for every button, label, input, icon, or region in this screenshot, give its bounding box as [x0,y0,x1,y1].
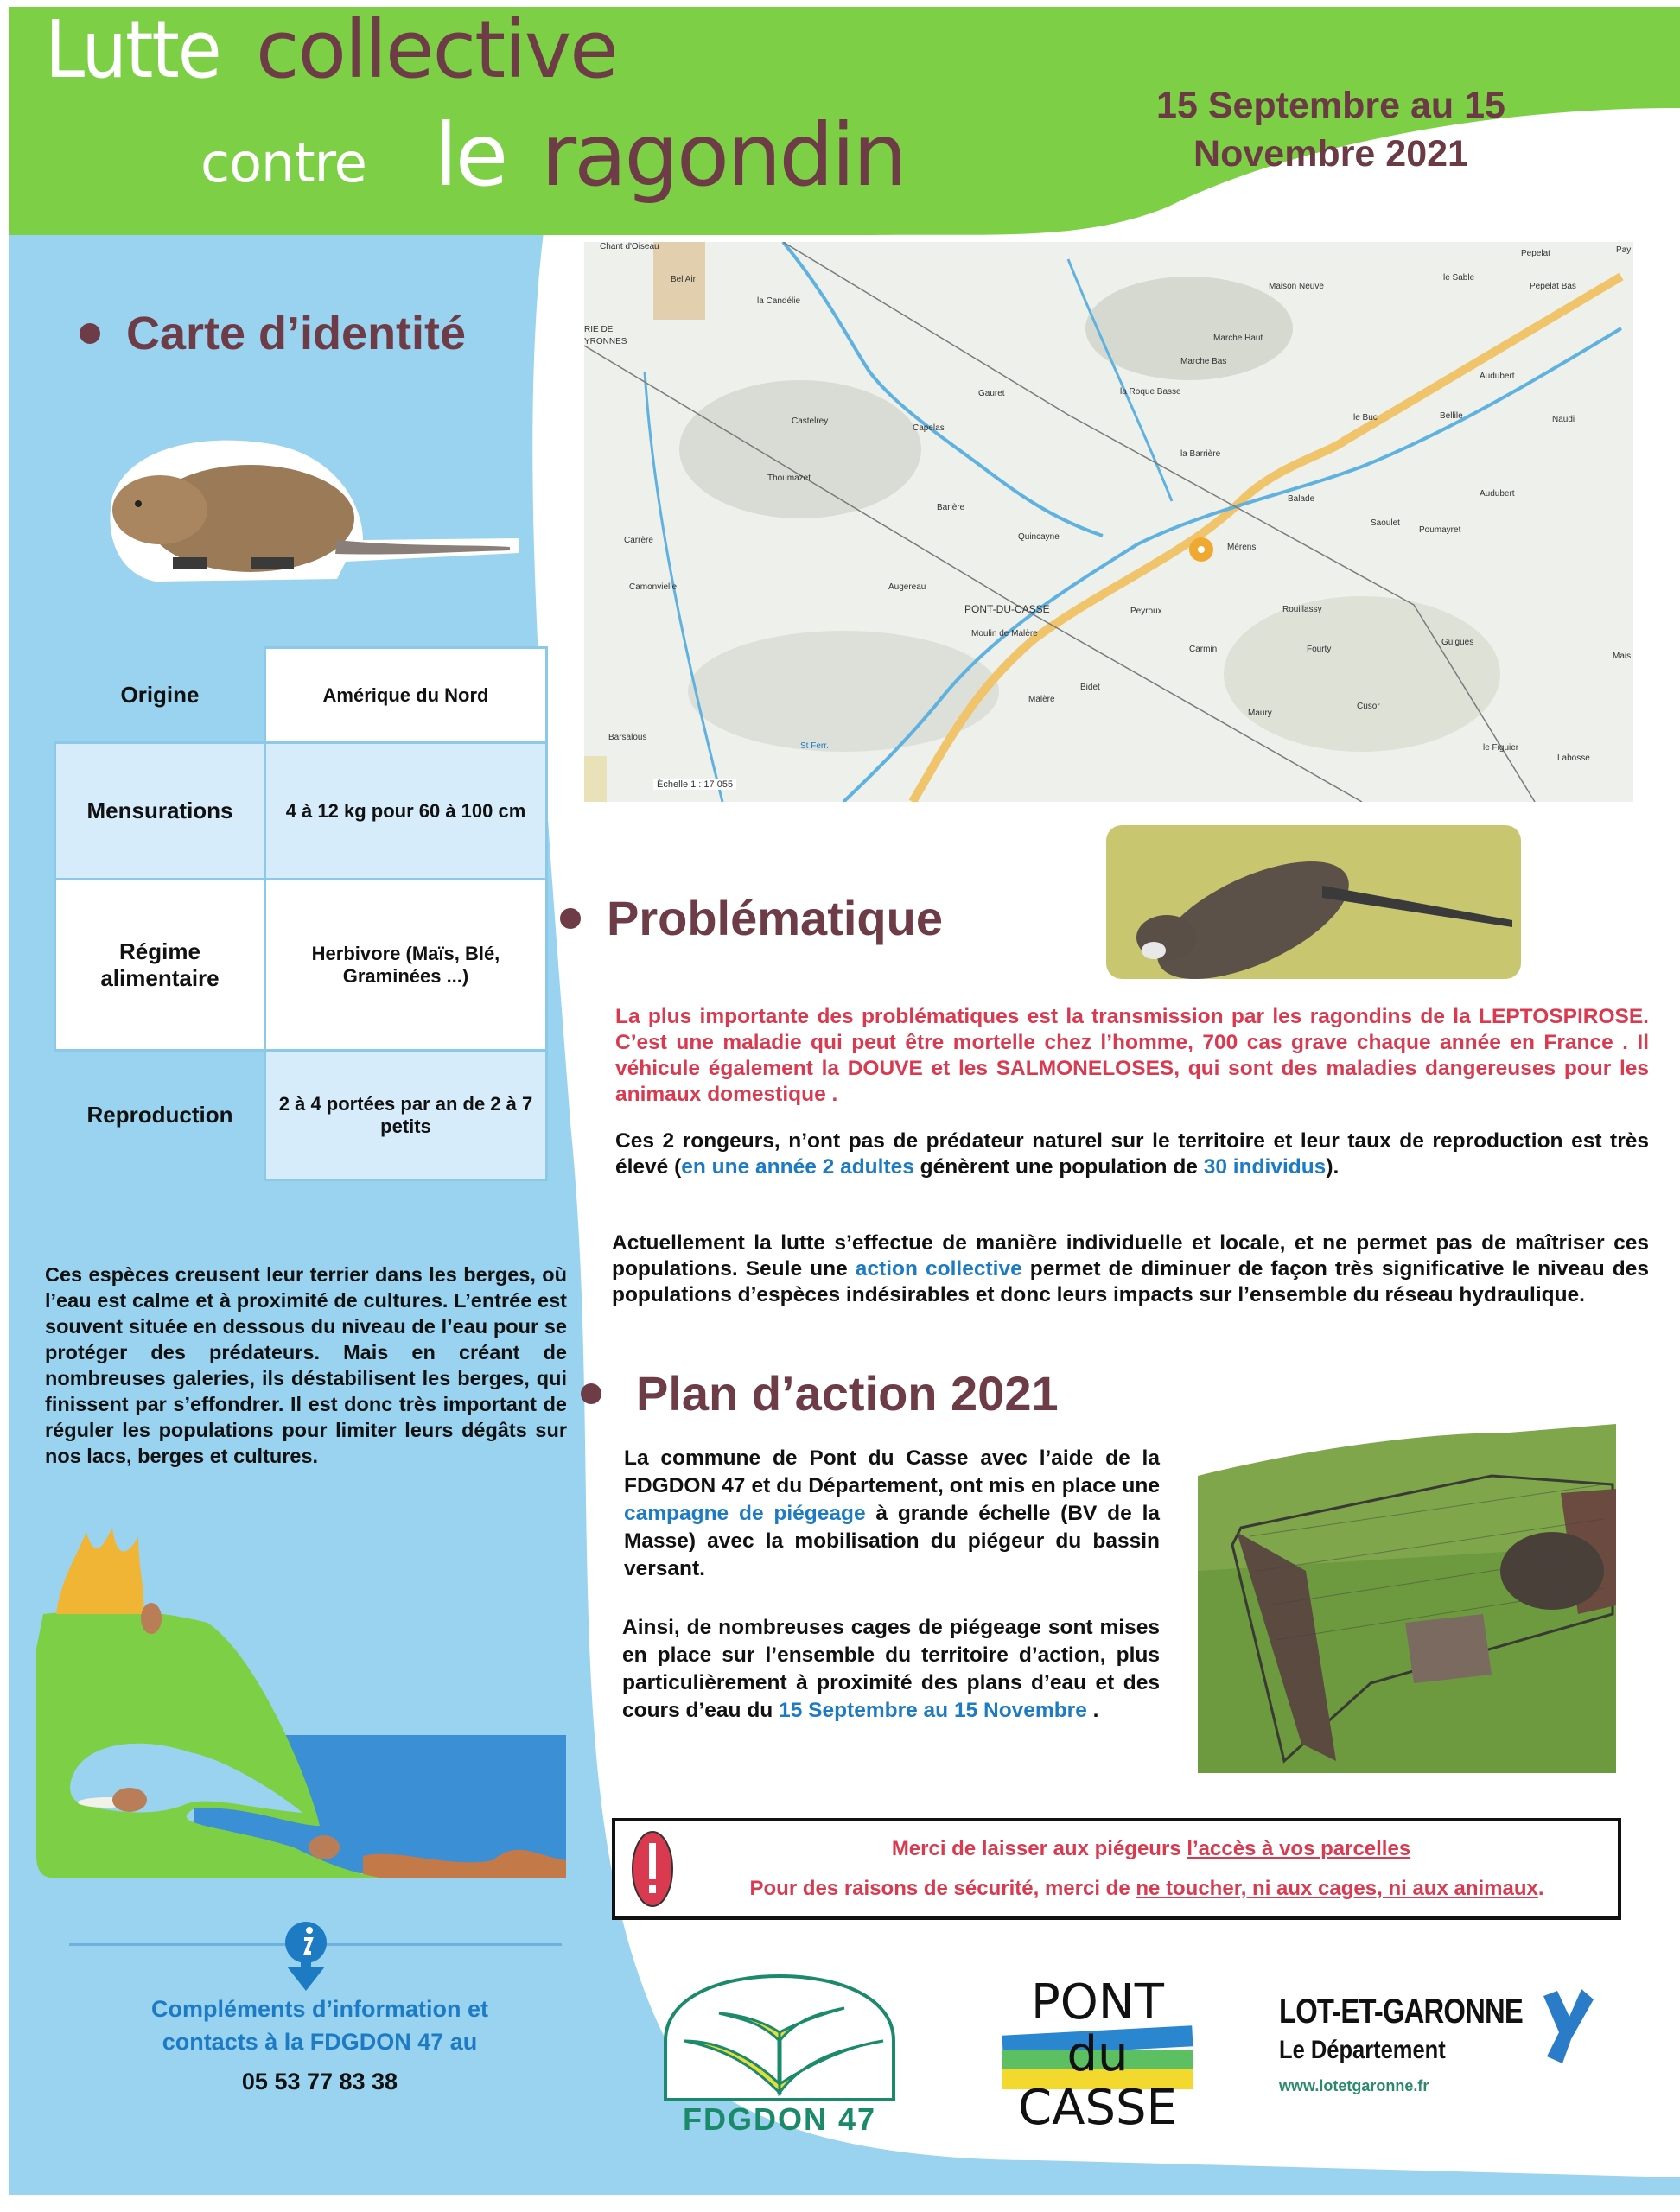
table-label: Origine [55,648,265,743]
warning-box [612,1818,1621,1920]
warning-line1-text: Merci de laisser aux piégeurs [891,1837,1187,1860]
p2-text: ). [1326,1155,1340,1179]
plan-p2-text: . [1086,1699,1099,1722]
lg-logo-subtitle: Le Département [1279,2036,1446,2064]
map-place-label: Gauret [978,389,1005,398]
map-place-label: Augereau [888,582,926,592]
plan-p2-text: Ainsi, de nombreuses cages de piégeage sont mises en place sur l’ensemble du territoire d’action, plus particulièrement à proximité des plans d’eau et des cours d’eau du [622,1616,1160,1722]
title-lutte: Lutte [45,3,220,96]
map-place-label: Marche Bas [1180,357,1227,366]
map-place-label: Barsalous [608,733,647,742]
bullet-dot [560,908,581,929]
map-place-label: Balade [1288,494,1315,504]
burrow-diagram [35,1528,570,1882]
p2-text: génèrent une population de [913,1155,1204,1179]
lg-y-mark-icon [1542,1987,1594,2065]
exclamation-icon [631,1830,674,1908]
identity-heading-text: Carte d’identité [126,308,467,359]
table-value: 4 à 12 kg pour 60 à 100 cm [265,743,547,880]
table-row [55,743,547,880]
map-place-label: Guigues [1441,638,1474,647]
trap-cage-photo [1198,1398,1616,1773]
contact-line2: contacts à la FDGDON 47 au [162,2029,478,2055]
swimming-nutria-photo [1106,825,1521,979]
map-place-label: Castelrey [792,416,829,426]
map-place-label: Thoumazet [767,474,811,483]
lg-logo-title: LOT-ET-GARONNE [1279,1993,1523,2031]
map-place-label: Fourty [1307,645,1332,654]
map-place-label: Pepelat [1521,249,1550,258]
table-label: Régime alimentaire [55,880,265,1051]
problematique-red-text: La plus importante des problématiques est la transmission par les ragondins de la LEPTOSPIROSE. C’est une maladie qui peut être mortelle chez l’homme, 700 cas grave chaque année en France . Il véhicule également la DOUVE et les SALMONELOSES, qui sont des maladies dangereuses pour les animaux domestique . [615,1005,1649,1106]
map-place-label: Poumayret [1419,525,1461,535]
map-place-label: YRONNES [584,337,627,346]
map-place-label: le Figuier [1483,743,1519,753]
fdgdon-logo-text: FDGDON 47 [682,2101,877,2137]
table-label: Reproduction [55,1051,265,1180]
map-place-label: Capelas [913,423,945,433]
map-place-label: Mais [1613,652,1632,661]
map-place-label: la Candélie [757,296,801,306]
info-pin-icon [283,1918,328,1991]
table-row [55,648,547,743]
title-ragondin: ragondin [541,105,906,206]
table-value: 2 à 4 portées par an de 2 à 7 petits [265,1051,547,1180]
map-place-label: Moulin de Malère [971,629,1038,639]
map-drawing [584,242,1633,802]
p2-highlight: en une année 2 adultes [681,1155,914,1179]
map-place-label: Labosse [1557,753,1590,763]
table-row [55,1051,547,1180]
map-place-label: Bel Air [671,275,696,284]
lot-et-garonne-logo [1279,1987,1607,2117]
map-place-label: Malère [1028,695,1055,704]
map-place-label: la Barrière [1180,449,1221,459]
map-place-label: Mérens [1227,543,1257,552]
map-scale-label: Échelle 1 : 17 055 [653,779,736,790]
map-place-label: Audubert [1480,489,1515,499]
table-label: Mensurations [55,743,265,880]
plan-p2 [622,1614,1160,1725]
map-place-label: Maison Neuve [1269,282,1324,291]
lg-logo-url: www.lotetgaronne.fr [1279,2077,1429,2094]
map-place-label: le Buc [1353,413,1378,423]
p3-highlight: action collective [855,1257,1022,1281]
p2-highlight: 30 individus [1203,1155,1327,1179]
warning-line2-end: . [1537,1877,1544,1900]
contact-phone: 05 53 77 83 38 [241,2069,398,2094]
warning-line2-emphasis: ne toucher, ni aux cages, ni aux animaux [1136,1877,1538,1900]
plan-p1-text: à grande échelle (BV de la Masse) avec la mobilisation du piégeur du bassin versant. [624,1502,1160,1580]
plan-heading [581,1365,1059,1421]
map-place-label: Carmin [1189,645,1218,654]
p3-text: Actuellement la lutte s’effectue de manière individuelle et locale, et ne permet pas de maîtriser ces populations. Seule une [612,1231,1649,1281]
map-place-label: Saoulet [1371,518,1400,528]
map-place-label: Cusor [1357,702,1380,711]
map-place-label: Pay [1616,245,1632,255]
plan-p1-text: La commune de Pont du Casse avec l’aide de la FDGDON 47 et du Département, ont mis en place une [624,1446,1160,1497]
map-place-label: Rouillassy [1282,605,1322,614]
plan-heading-text: Plan d’action 2021 [636,1366,1059,1421]
map-place-label: Camonvielle [629,582,678,592]
plan-p1 [624,1445,1160,1583]
fdgdon-plant-icon [650,1972,909,2101]
warning-line1 [684,1837,1618,1861]
habitat-text: Ces espèces creusent leur terrier dans les berges, où l’eau est calme et à proximité de cultures. L’entrée est souvent située en dessous du niveau de l’eau pour se protéger des prédateurs. Mais en créant de nombreuses galeries, ils déstabilisent les berges, qui finissent par s’effondrer. Il est donc très important de réguler les populations pour limiter leurs dégâts sur nos lacs, berges et cultures. [45,1263,567,1467]
campaign-dates-line1: 15 Septembre au 15 [1156,85,1505,126]
pont-du-casse-logo [1002,1974,1193,2141]
title-collective: collective [256,3,617,96]
p2-text: Ces 2 rongeurs, n’ont pas de prédateur naturel sur le territoire et leur taux de reproduction est très élevé ( [615,1129,1649,1179]
title-le: le [434,105,506,206]
location-map[interactable] [584,242,1633,802]
contact-line1: Compléments d’information et [150,1996,489,2022]
campaign-dates-line2: Novembre 2021 [1193,133,1468,175]
map-place-label: St Ferr. [800,741,829,751]
fdgdon-logo [650,1972,909,2136]
table-value: Herbivore (Maïs, Blé, Graminées ...) [265,880,547,1051]
map-place-label: RIE DE [584,325,614,334]
map-place-label: le Sable [1443,273,1475,283]
pdc-logo-line3: CASSE [1018,2080,1177,2136]
table-value: Amérique du Nord [265,648,547,743]
plan-p1-highlight: campagne de piégeage [624,1502,866,1525]
identity-table [54,646,548,1181]
map-place-label: la Roque Basse [1120,387,1181,397]
problematique-heading [560,890,943,946]
pdc-logo-line2: du [1066,2026,1129,2082]
title-contre: contre [200,131,366,194]
problematique-p2 [615,1128,1649,1180]
map-place-label: Chant d'Oiseau [600,242,659,251]
warning-line2-text: Pour des raisons de sécurité, merci de [749,1877,1136,1900]
warning-line1-emphasis: l’accès à vos parcelles [1187,1837,1411,1860]
map-place-label: PONT-DU-CASSE [964,603,1050,615]
map-place-label: Maury [1248,709,1272,718]
table-row [55,880,547,1051]
bullet-dot [80,323,100,344]
map-place-label: Naudi [1552,415,1575,424]
plan-p2-highlight: 15 Septembre au 15 Novembre [779,1699,1087,1722]
warning-line2 [676,1877,1618,1901]
map-place-label: Carrère [624,536,653,545]
identity-heading [80,307,466,360]
nutria-illustration [104,436,527,583]
map-place-label: Quincayne [1018,532,1060,542]
problematique-p3 [612,1230,1649,1308]
bullet-dot [581,1383,601,1404]
map-place-label: Bidet [1080,683,1100,692]
problematique-heading-text: Problématique [607,891,943,945]
map-place-label: Marche Haut [1213,334,1263,343]
pdc-logo-line1: PONT [1031,1974,1164,2031]
map-place-label: Audubert [1480,372,1515,381]
map-place-label: Bellile [1440,411,1463,421]
map-place-label: Pepelat Bas [1530,282,1576,291]
p3-text: permet de diminuer de façon très significative le niveau des populations d’espèces indésirables et donc leurs impacts sur l’ensemble du réseau hydraulique. [612,1257,1649,1306]
map-place-label: Barlère [937,503,965,512]
map-place-label: Peyroux [1130,607,1162,616]
